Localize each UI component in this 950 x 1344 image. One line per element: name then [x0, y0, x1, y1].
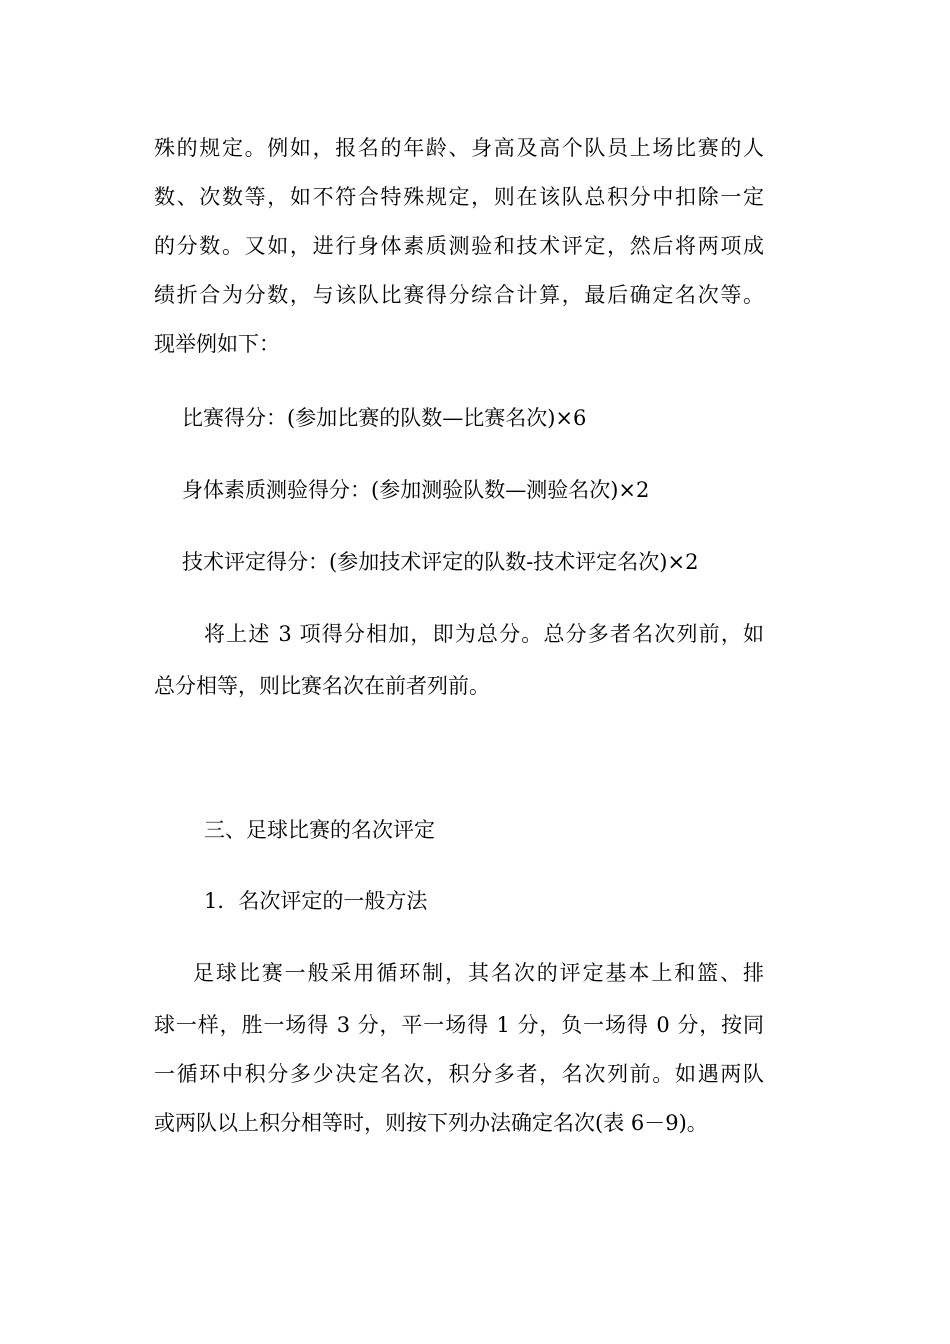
formula-fitness-score: 身体素质测验得分：(参加测验队数—测验名次)×2 — [182, 478, 650, 502]
paragraph-2-line-1: 将上述 3 项得分相加，即为总分。总分多者名次列前，如 — [204, 622, 764, 646]
paragraph-3-line-4: 或两队以上积分相等时，则按下列办法确定名次(表 6－9)。 — [154, 1111, 708, 1135]
paragraph-3-line-3: 一循环中积分多少决定名次，积分多者，名次列前。如遇两队 — [154, 1062, 764, 1086]
paragraph-3-line-2: 球一样，胜一场得 3 分，平一场得 1 分，负一场得 0 分，按同 — [154, 1013, 764, 1037]
paragraph-1-line-3: 的分数。又如，进行身体素质测验和技术评定，然后将两项成 — [154, 234, 764, 258]
paragraph-1-line-1: 殊的规定。例如，报名的年龄、身高及高个队员上场比赛的人 — [154, 136, 764, 160]
formula-skill-score: 技术评定得分：(参加技术评定的队数-技术评定名次)×2 — [182, 550, 699, 574]
paragraph-2-line-2: 总分相等，则比赛名次在前者列前。 — [154, 674, 490, 698]
paragraph-1-line-5: 现举例如下： — [154, 332, 280, 356]
paragraph-1-line-4: 绩折合为分数，与该队比赛得分综合计算，最后确定名次等。 — [154, 283, 764, 307]
paragraph-3-line-1: 足球比赛一般采用循环制，其名次的评定基本上和篮、排 — [193, 961, 764, 985]
section-heading: 三、足球比赛的名次评定 — [204, 818, 435, 842]
paragraph-1-line-2: 数、次数等，如不符合特殊规定，则在该队总积分中扣除一定 — [154, 185, 764, 209]
subsection-heading: 1．名次评定的一般方法 — [204, 889, 428, 913]
formula-match-score: 比赛得分：(参加比赛的队数—比赛名次)×6 — [182, 406, 587, 430]
